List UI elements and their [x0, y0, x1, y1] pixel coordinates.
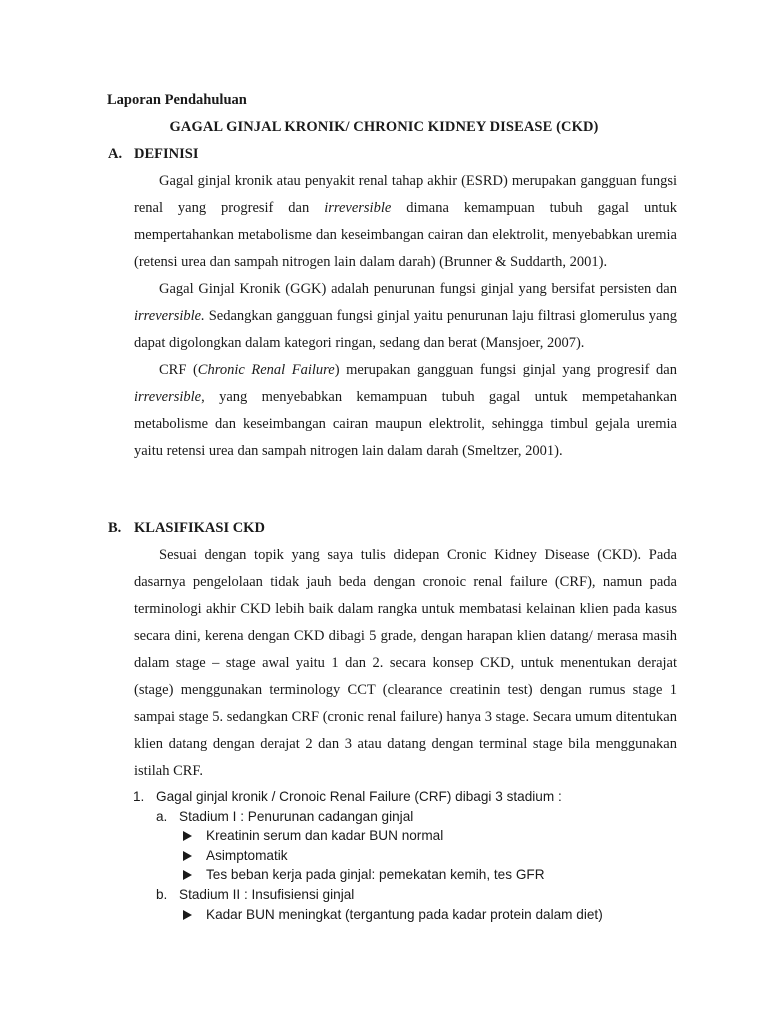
- p3-text-2: ) merupakan gangguan fungsi ginjal yang progresif dan: [334, 362, 677, 378]
- definition-paragraph-2: [134, 276, 677, 357]
- section-b-title: KLASIFIKASI CKD: [134, 520, 265, 536]
- definition-paragraph-3: [134, 357, 677, 465]
- p1-text-2: dimana kemampuan tubuh gagal untuk mempertahankan metabolisme dan keseimbangan cairan dan elektrolit, menyebabkan uremia (retensi urea dan sampah nitrogen lain dalam darah) (Brunner & Suddarth, 2001).: [134, 200, 677, 270]
- list-letter: a.: [156, 808, 168, 824]
- section-b-number: B.: [108, 520, 122, 536]
- list-item: [133, 846, 693, 866]
- list-item: [133, 826, 693, 846]
- section-a-body: [134, 168, 677, 465]
- arrow-bullet-icon: [183, 826, 192, 847]
- document-title: GAGAL GINJAL KRONIK/ CHRONIC KIDNEY DISEASE (CKD): [169, 119, 599, 135]
- list-item-text: Asimptomatik: [206, 847, 288, 863]
- list-item: [133, 865, 693, 885]
- p3-italic-1: Chronic Renal Failure: [197, 362, 335, 378]
- p3-text-1: CRF (: [159, 362, 198, 378]
- list-number: 1.: [133, 789, 145, 804]
- list-item-text: Kreatinin serum dan kadar BUN normal: [206, 828, 444, 844]
- list-letter: b.: [156, 886, 168, 902]
- classification-paragraph: Sesuai dengan topik yang saya tulis didepan Cronic Kidney Disease (CKD). Pada dasarnya pengelolaan tidak jauh beda dengan cronoic renal failure (CRF), namun pada terminologi akhir CKD lebih baik dalam rangka untuk membatasi kelainan klien pada kasus secara dini, kerena dengan CKD dibagi 5 grade, dengan harapan klien datang/ merasa masih dalam stage – stage awal yaitu 1 dan 2. secara konsep CKD, untuk menentukan derajat (stage) menggunakan terminology CCT (clearance creatinin test) dengan rumus stage 1 sampai stage 5. sedangkan CRF (cronic renal failure) hanya 3 stage. Secara umum ditentukan klien datang dengan derajat 2 dan 3 atau datang dengan terminal stage bila menggunakan istilah CRF.: [134, 547, 677, 779]
- stadium-list: [133, 787, 693, 924]
- list-item-text: Kadar BUN meningkat (tergantung pada kadar protein dalam diet): [206, 906, 603, 922]
- list-item-text: Stadium II : Insufisiensi ginjal: [179, 886, 355, 902]
- list-item: [133, 787, 693, 807]
- p2-text-2: Sedangkan gangguan fungsi ginjal yaitu penurunan laju filtrasi glomerulus yang dapat digolongkan dalam kategori ringan, sedang dan berat (Mansjoer, 2007).: [134, 308, 677, 351]
- p2-text-1: Gagal Ginjal Kronik (GGK) adalah penurunan fungsi ginjal yang bersifat persisten dan: [159, 281, 677, 297]
- arrow-bullet-icon: [183, 905, 192, 926]
- p3-italic-2: irreversible: [134, 389, 202, 405]
- list-item-text: Tes beban kerja pada ginjal: pemekatan kemih, tes GFR: [206, 867, 545, 883]
- p1-italic-1: irreversible: [324, 200, 392, 216]
- list-item-text: Stadium I : Penurunan cadangan ginjal: [179, 808, 414, 824]
- definition-paragraph-1: [134, 168, 677, 276]
- arrow-bullet-icon: [183, 865, 192, 886]
- list-item: [133, 885, 693, 905]
- pre-title: Laporan Pendahuluan: [107, 92, 247, 108]
- p1-text-1: Gagal ginjal kronik atau penyakit renal tahap akhir (ESRD) merupakan gangguan fungsi renal yang progresif dan: [134, 173, 677, 216]
- list-item: [133, 807, 693, 827]
- list-item: [133, 905, 693, 925]
- list-item-text: Gagal ginjal kronik / Cronoic Renal Failure (CRF) dibagi 3 stadium :: [156, 789, 562, 804]
- section-b-body: [134, 542, 677, 785]
- p2-italic-1: irreversible.: [134, 308, 205, 324]
- arrow-bullet-icon: [183, 846, 192, 867]
- section-a-title: DEFINISI: [134, 146, 199, 162]
- section-a-number: A.: [108, 146, 123, 162]
- p3-text-3: , yang menyebabkan kemampuan tubuh gagal untuk mempetahankan metabolisme dan keseimbangan cairan maupun elektrolit, sehingga timbul gejala uremia yaitu retensi urea dan sampah nitrogen lain dalam darah (Smeltzer, 2001).: [134, 389, 677, 459]
